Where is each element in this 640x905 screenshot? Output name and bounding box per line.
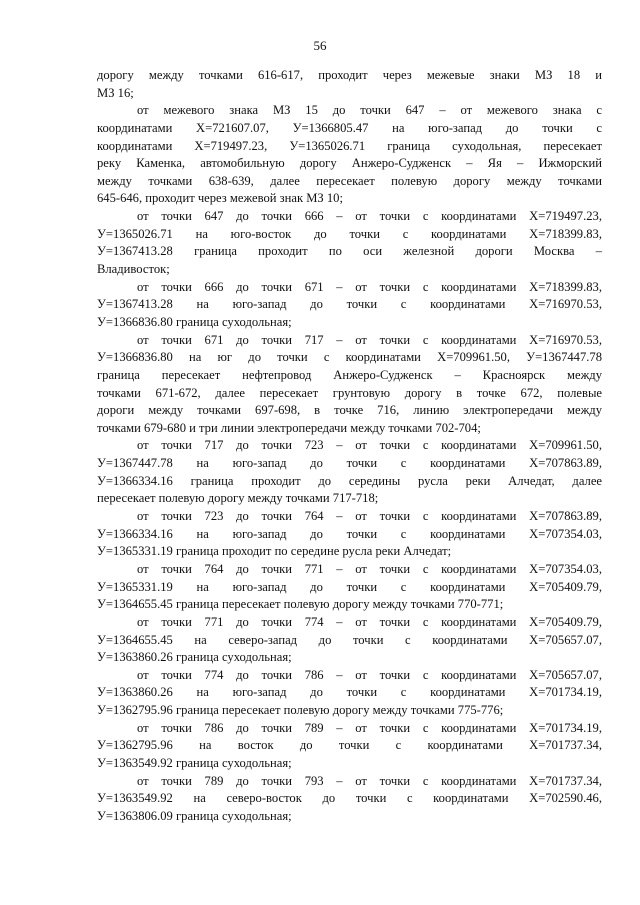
- paragraph: [97, 208, 602, 279]
- text-line: Владивосток;: [97, 262, 170, 277]
- page-number: 56: [313, 38, 327, 53]
- paragraph: [97, 773, 602, 826]
- paragraph: [97, 279, 602, 332]
- text-line: от точки 647 до точки 666 – от точки с координатами X=719497.23,: [137, 209, 602, 224]
- text-line: пересекает полевую дорогу между точками 717-718;: [97, 491, 379, 506]
- text-line: от точки 666 до точки 671 – от точки с координатами X=718399.83,: [137, 279, 602, 294]
- text-line: МЗ 16;: [97, 85, 134, 100]
- text-line: У=1364655.45 граница пересекает полевую дорогу между точками 770-771;: [97, 597, 504, 612]
- text-line: точками 671-672, далее пересекает грунтовую дорогу в точке 672, полевые: [97, 385, 602, 400]
- paragraph: [97, 614, 602, 667]
- text-line: У=1362795.96 на восток до точки с координатами X=701737.34,: [97, 738, 602, 753]
- text-line: У=1363549.92 на северо-восток до точки с координатами X=702590.46,: [97, 791, 602, 806]
- text-line: У=1367413.28 на юго-запад до точки с координатами X=716970.53,: [97, 297, 602, 312]
- text-line: У=1366836.80 граница суходольная;: [97, 314, 292, 329]
- text-line: от точки 717 до точки 723 – от точки с координатами X=709961.50,: [137, 438, 602, 453]
- text-line: от точки 671 до точки 717 – от точки с координатами X=716970.53,: [137, 332, 602, 347]
- text-line: дороги между точками 697-698, в точке 716, линию электропередачи между: [97, 403, 602, 418]
- text-line: от межевого знака МЗ 15 до точки 647 – от межевого знака с: [137, 103, 602, 118]
- text-line: между точками 638-639, далее пересекает полевую дорогу между точками: [97, 173, 602, 188]
- text-line: реку Каменка, автомобильную дорогу Анжеро-Судженск – Яя – Ижморский: [97, 156, 602, 171]
- paragraph: [97, 437, 602, 508]
- text-line: У=1366836.80 на юг до точки с координатами X=709961.50, У=1367447.78: [97, 350, 602, 365]
- paragraph: [97, 102, 602, 208]
- document-body: [97, 67, 602, 826]
- text-line: 645-646, проходит через межевой знак МЗ 10;: [97, 191, 343, 206]
- text-line: У=1365026.71 на юго-восток до точки с координатами X=718399.83,: [97, 226, 602, 241]
- text-line: У=1364655.45 на северо-запад до точки с координатами X=705657.07,: [97, 632, 602, 647]
- text-line: от точки 789 до точки 793 – от точки с координатами X=701737.34,: [137, 773, 602, 788]
- text-line: от точки 764 до точки 771 – от точки с координатами X=707354.03,: [137, 561, 602, 576]
- text-line: У=1363806.09 граница суходольная;: [97, 808, 292, 823]
- paragraph: [97, 561, 602, 614]
- text-line: У=1365331.19 граница проходит по середине русла реки Алчедат;: [97, 544, 452, 559]
- text-line: от точки 723 до точки 764 – от точки с координатами X=707863.89,: [137, 509, 602, 524]
- text-line: точками 679-680 и три линии электропередачи между точками 702-704;: [97, 420, 481, 435]
- text-line: У=1367447.78 на юго-запад до точки с координатами X=707863.89,: [97, 456, 602, 471]
- text-line: У=1365331.19 на юго-запад до точки с координатами X=705409.79,: [97, 579, 602, 594]
- text-line: от точки 771 до точки 774 – от точки с координатами X=705409.79,: [137, 614, 602, 629]
- paragraph: [97, 332, 602, 438]
- paragraph: [97, 667, 602, 720]
- paragraph: [97, 67, 602, 102]
- text-line: дорогу между точками 616-617, проходит через межевые знаки МЗ 18 и: [97, 68, 602, 82]
- text-line: У=1362795.96 граница пересекает полевую дорогу между точками 775-776;: [97, 703, 504, 718]
- text-line: У=1367413.28 граница проходит по оси железной дороги Москва –: [97, 244, 602, 259]
- text-line: координатами X=719497.23, У=1365026.71 граница суходольная, пересекает: [97, 138, 602, 153]
- text-line: координатами X=721607.07, У=1366805.47 на юго-запад до точки с: [97, 120, 602, 135]
- text-line: от точки 774 до точки 786 – от точки с координатами X=705657.07,: [137, 667, 602, 682]
- text-line: от точки 786 до точки 789 – от точки с координатами X=701734.19,: [137, 720, 602, 735]
- text-line: У=1363549.92 граница суходольная;: [97, 755, 292, 770]
- text-line: У=1366334.16 на юго-запад до точки с координатами X=707354.03,: [97, 526, 602, 541]
- paragraph: [97, 508, 602, 561]
- text-line: У=1363860.26 на юго-запад до точки с координатами X=701734.19,: [97, 685, 602, 700]
- text-line: У=1363860.26 граница суходольная;: [97, 650, 292, 665]
- text-line: У=1366334.16 граница проходит до середины русла реки Алчедат, далее: [97, 473, 602, 488]
- text-line: граница пересекает нефтепровод Анжеро-Судженск – Красноярск между: [97, 367, 602, 382]
- paragraph: [97, 720, 602, 773]
